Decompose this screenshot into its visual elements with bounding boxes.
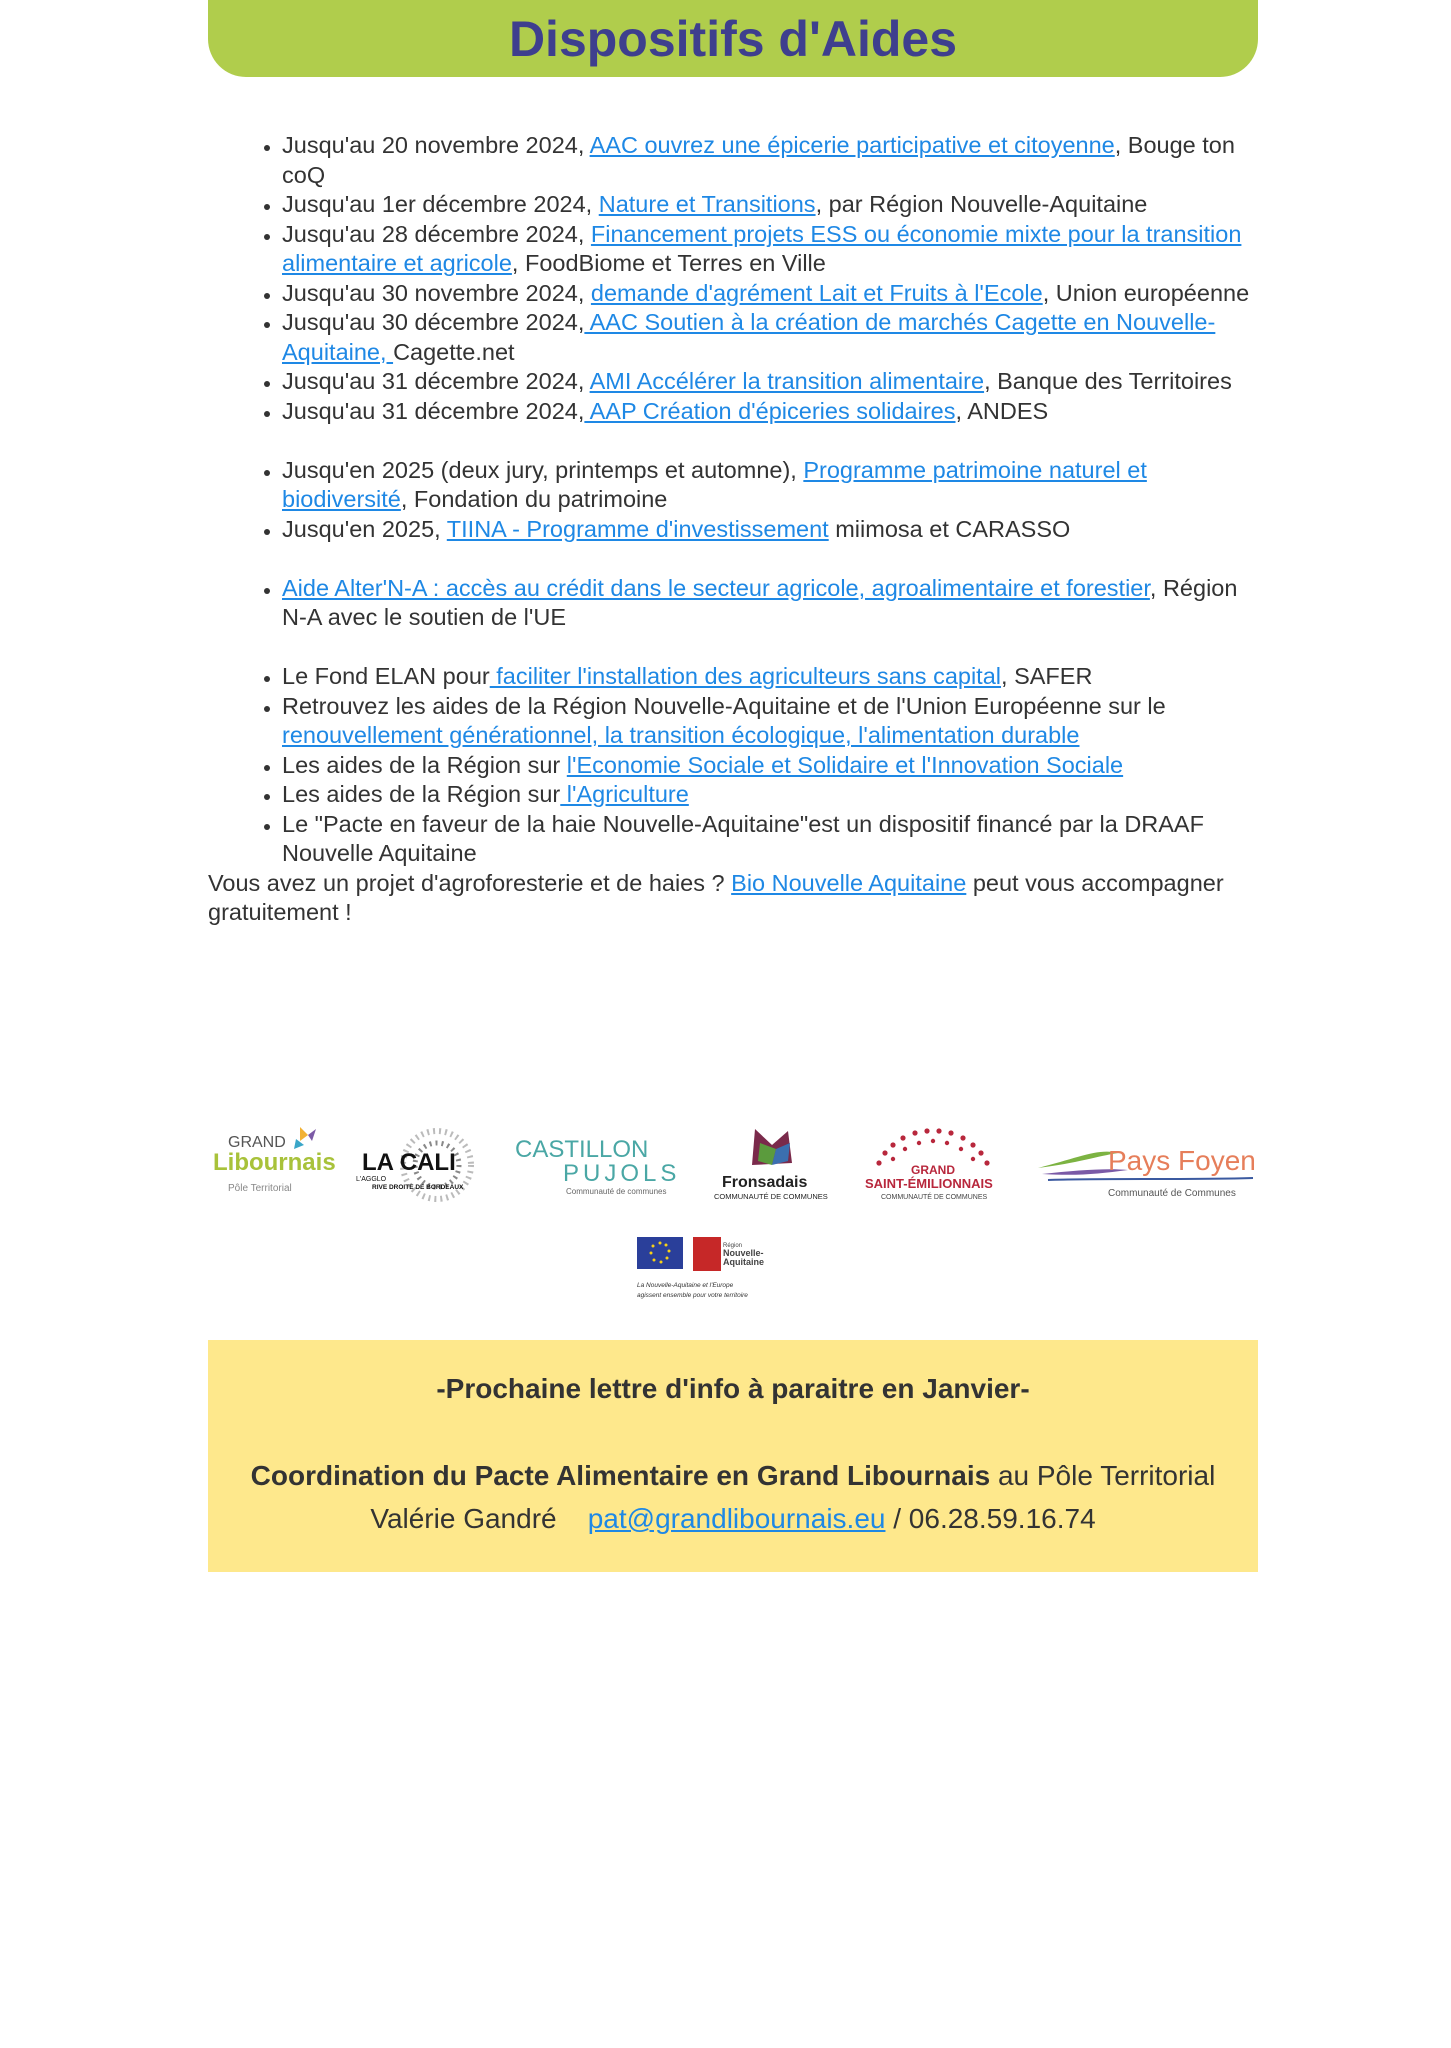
aid-list-other <box>208 662 1258 869</box>
section-banner <box>208 0 1258 77</box>
aid-list-item <box>282 515 1258 545</box>
aid-item-text: Le Fond ELAN pour <box>282 663 490 689</box>
svg-text:CASTILLON: CASTILLON <box>515 1135 649 1163</box>
aid-list-item <box>282 751 1258 781</box>
contact-line <box>208 1503 1258 1535</box>
aid-item-link[interactable]: demande d'agrément Lait et Fruits à l'Ecole <box>590 279 1043 306</box>
aid-item-source: , ANDES <box>955 397 1049 424</box>
bio-nouvelle-aquitaine-link[interactable]: Bio Nouvelle Aquitaine <box>731 869 967 896</box>
svg-text:L'AGGLO: L'AGGLO <box>356 1175 387 1183</box>
aid-list-item <box>282 780 1258 810</box>
svg-text:GRAND: GRAND <box>228 1134 286 1151</box>
aid-item-link[interactable]: l'Agriculture <box>560 781 689 807</box>
svg-text:Région: Région <box>723 1243 743 1249</box>
coordination-title: Coordination du Pacte Alimentaire en Grand Libournais <box>250 1460 991 1491</box>
aid-item-text: Jusqu'au 28 décembre 2024, <box>282 220 591 247</box>
eu-region-logo <box>637 1235 782 1305</box>
aid-list-item <box>282 131 1258 190</box>
footer-box <box>208 1340 1258 1572</box>
svg-text:agissent ensemble pour votre t: agissent ensemble pour votre territoire <box>637 1292 748 1299</box>
section-title: Dispositifs d'Aides <box>508 10 958 67</box>
aid-item-link[interactable]: l'Economie Sociale et Solidaire et l'Innovation Sociale <box>566 751 1124 778</box>
aid-item-link[interactable]: AAC Soutien à la création de marchés Cagette en Nouvelle-Aquitaine, <box>282 309 1216 365</box>
contact-phone: / 06.28.59.16.74 <box>885 1503 1096 1534</box>
closing-text-end: peut vous accompagner gratuitement ! <box>208 869 1224 925</box>
aid-item-source: miimosa et CARASSO <box>828 515 1071 542</box>
aid-item-link[interactable]: Nature et Transitions <box>598 191 816 217</box>
aid-list-item <box>282 810 1258 869</box>
svg-text:GRAND: GRAND <box>911 1162 955 1177</box>
aid-item-link[interactable]: renouvellement générationnel, la transition écologique, l'alimentation durable <box>282 722 1080 748</box>
aid-item-source: , Bouge ton coQ <box>282 132 1235 188</box>
aid-list-item <box>282 574 1258 633</box>
fronsadais-logo <box>710 1123 830 1208</box>
aid-item-text: Jusqu'au 30 novembre 2024, <box>282 279 591 306</box>
aid-item-link[interactable]: Programme patrimoine naturel et biodiversité <box>282 456 1147 512</box>
contact-email-link[interactable]: pat@grandlibournais.eu <box>587 1503 886 1534</box>
aid-list-item <box>282 308 1258 367</box>
aid-item-link[interactable]: AAC ouvrez une épicerie participative et citoyenne <box>589 132 1115 158</box>
aid-item-source: Cagette.net <box>393 338 515 365</box>
svg-text:Fronsadais: Fronsadais <box>722 1173 808 1191</box>
closing-text: Vous avez un projet d'agroforesterie et de haies ? <box>208 869 732 896</box>
aid-item-text: Les aides de la Région sur <box>282 751 567 778</box>
svg-text:Pays Foyen: Pays Foyen <box>1108 1144 1256 1176</box>
svg-text:COMMUNAUTÉ DE COMMUNES: COMMUNAUTÉ DE COMMUNES <box>714 1191 828 1201</box>
aid-item-text: Retrouvez les aides de la Région Nouvelle-Aquitaine et de l'Union Européenne sur le <box>282 692 1166 719</box>
aid-item-source: , SAFER <box>1001 663 1093 689</box>
aid-item-text: Jusqu'en 2025 (deux jury, printemps et automne), <box>282 456 804 483</box>
svg-text:COMMUNAUTÉ DE COMMUNES: COMMUNAUTÉ DE COMMUNES <box>881 1193 988 1201</box>
aid-item-source: , Banque des Territoires <box>984 368 1232 394</box>
coordination-place: au Pôle Territorial <box>990 1460 1216 1491</box>
closing-paragraph <box>208 869 1258 928</box>
aid-item-link[interactable]: TIINA - Programme d'investissement <box>446 515 829 542</box>
coordination-line <box>208 1460 1258 1492</box>
aid-list-item <box>282 367 1258 397</box>
svg-text:Aquitaine: Aquitaine <box>723 1257 765 1267</box>
svg-text:LA CALI: LA CALI <box>362 1148 456 1176</box>
pays-foyen-swoosh-icon <box>1038 1151 1118 1167</box>
aid-item-source: , par Région Nouvelle-Aquitaine <box>815 191 1148 217</box>
aid-item-link[interactable]: AAP Création d'épiceries solidaires <box>584 397 956 424</box>
aid-list-deadlines-2024 <box>208 131 1258 426</box>
aid-list-item <box>282 692 1258 751</box>
svg-text:RIVE DROITE DE BORDEAUX: RIVE DROITE DE BORDEAUX <box>372 1183 464 1191</box>
svg-text:PUJOLS: PUJOLS <box>563 1159 681 1187</box>
grand-libournais-logo <box>208 1125 336 1205</box>
svg-text:Communauté de communes: Communauté de communes <box>566 1186 667 1196</box>
svg-text:Nouvelle-: Nouvelle- <box>723 1248 764 1258</box>
aid-item-text: Jusqu'au 1er décembre 2024, <box>282 191 599 217</box>
aid-list-item <box>282 279 1258 309</box>
saint-emilionnais-arc-icon <box>876 1128 989 1165</box>
aid-item-source: , FoodBiome et Terres en Ville <box>511 250 826 276</box>
pays-foyen-logo <box>1038 1128 1258 1203</box>
next-letter-notice: -Prochaine lettre d'info à paraitre en Janvier- <box>436 1373 1030 1404</box>
aid-item-link[interactable]: AMI Accélérer la transition alimentaire <box>589 368 985 394</box>
contact-name: Valérie Gandré <box>370 1503 557 1534</box>
aid-item-text: Les aides de la Région sur <box>282 781 561 807</box>
aid-list-2025 <box>208 456 1258 545</box>
aid-item-text: Jusqu'en 2025, <box>282 515 447 542</box>
aid-item-text: Jusqu'au 20 novembre 2024, <box>282 132 590 158</box>
aid-item-text: Jusqu'au 31 décembre 2024, <box>282 368 590 394</box>
aid-item-link[interactable]: faciliter l'installation des agriculteurs sans capital <box>489 663 1002 689</box>
castillon-pujols-logo <box>511 1133 681 1198</box>
svg-text:SAINT-ÉMILIONNAIS: SAINT-ÉMILIONNAIS <box>865 1175 993 1191</box>
aid-item-text: Le "Pacte en faveur de la haie Nouvelle-Aquitaine"est un dispositif financé par la DRAAF Nouvelle Aquitaine <box>282 810 1204 866</box>
svg-text:Libournais: Libournais <box>213 1149 336 1176</box>
aid-item-link[interactable]: Financement projets ESS ou économie mixte pour la transition alimentaire et agricole <box>282 220 1242 276</box>
aid-item-text: Jusqu'au 31 décembre 2024, <box>282 397 585 424</box>
aid-list-item <box>282 220 1258 279</box>
la-cali-logo <box>352 1123 482 1208</box>
aid-list-item <box>282 456 1258 515</box>
grand-saint-emilionnais-logo <box>859 1123 1009 1208</box>
aid-item-source: , Fondation du patrimoine <box>400 486 668 512</box>
aid-item-source: , Région N-A avec le soutien de l'UE <box>282 574 1238 630</box>
region-lion-icon <box>693 1237 721 1271</box>
aid-list-item <box>282 190 1258 220</box>
aid-item-text: Jusqu'au 30 décembre 2024, <box>282 309 585 335</box>
svg-text:Communauté de Communes: Communauté de Communes <box>1108 1187 1236 1199</box>
svg-text:La Nouvelle-Aquitaine et l'Eur: La Nouvelle-Aquitaine et l'Europe <box>637 1282 734 1289</box>
aid-list-item <box>282 662 1258 692</box>
aid-list-item <box>282 397 1258 427</box>
aid-list-alterna <box>208 574 1258 633</box>
aid-content <box>208 131 1258 928</box>
aid-item-link[interactable]: Aide Alter'N-A : accès au crédit dans le secteur agricole, agroalimentaire et forestier <box>282 574 1150 601</box>
svg-text:Pôle Territorial: Pôle Territorial <box>228 1183 292 1194</box>
aid-item-source: , Union européenne <box>1042 279 1250 306</box>
partner-logos <box>208 1120 1258 1210</box>
